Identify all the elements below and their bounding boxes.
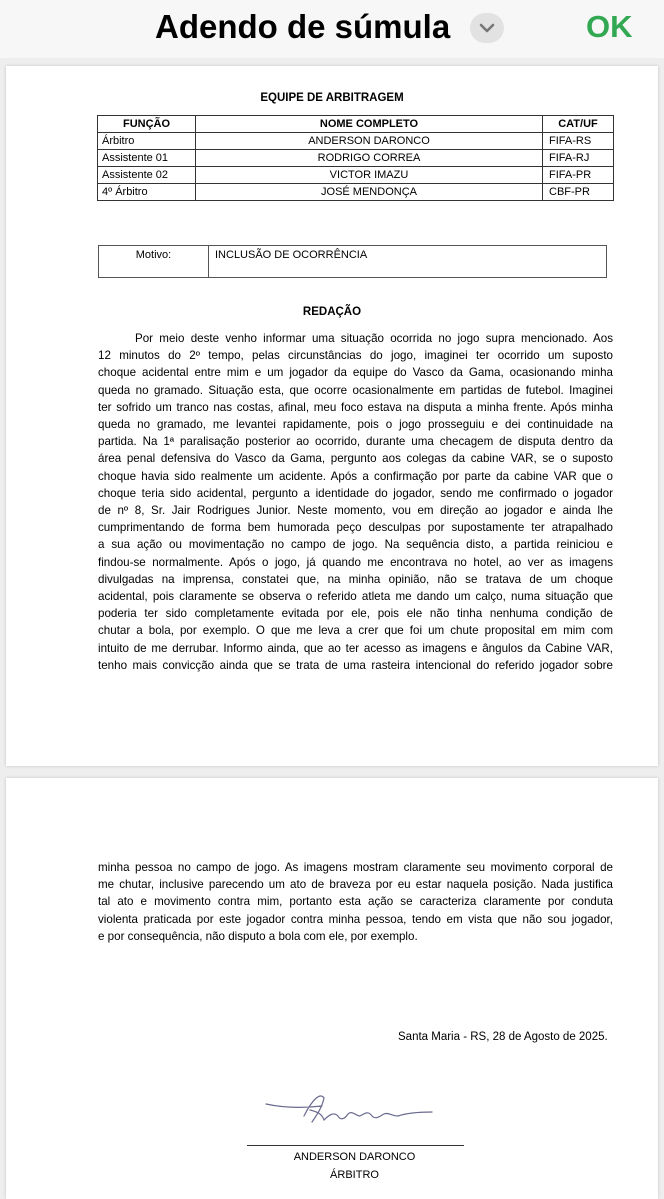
table-cell: FIFA-RS <box>543 133 614 150</box>
column-header: NOME COMPLETO <box>196 116 543 133</box>
text-line: tal ato e movimento contra mim, portanto esta ação se caracteriza claramente por conduta <box>98 895 613 909</box>
text-line: violenta praticada por este jogador contra minha pessoa, tendo em vista que não sou jogador, <box>98 912 613 926</box>
table-header-row <box>98 116 614 133</box>
redacao-title: REDAÇÃO <box>302 306 362 318</box>
table-cell: FIFA-RJ <box>543 150 614 167</box>
column-header: CAT/UF <box>543 116 614 133</box>
table-cell: VICTOR IMAZU <box>196 167 543 184</box>
table-cell: Árbitro <box>98 133 196 150</box>
text-line: área penal defensiva do Vasco da Gama, pergunto aos colegas da cabine VAR, se o suposto <box>98 452 613 466</box>
text-line: tenho mais convicção ainda que se trata de uma rasteira intencional do referido jogador sobre <box>98 658 613 672</box>
motivo-label: Motivo: <box>99 246 209 277</box>
text-line: me chutar, inclusive parecendo um ato de braveza por eu estar naquela posição. Nada justifica <box>98 878 613 892</box>
place-date: Santa Maria - RS, 28 de Agosto de 2025. <box>398 1031 608 1043</box>
signature-image <box>264 1086 434 1133</box>
report-body-page-2 <box>98 859 613 945</box>
text-line: choque acidental entre mim e um jogador da equipe do Vasco da Gama, ocasionando minha <box>98 366 613 380</box>
text-line: poderia ter sido completamente evitada por ele, pois ele não tinha nenhuma condição de <box>98 607 613 621</box>
text-line: Por meio deste venho informar uma situação ocorrida no jogo supra mencionado. Aos <box>135 332 613 345</box>
table-row <box>98 150 614 167</box>
table-row <box>98 133 614 150</box>
ok-button[interactable]: OK <box>586 9 633 44</box>
document-page-2 <box>6 778 658 1199</box>
text-line: acidental, pois claramente se observa o referido atleta me dando um calço, numa situação que <box>98 590 613 604</box>
top-bar <box>0 0 664 58</box>
text-line: partida. Na 1ª paralisação posterior ao ocorrido, durante uma checagem de disputa dentro da <box>98 435 613 449</box>
motivo-value: INCLUSÃO DE OCORRÊNCIA <box>215 249 368 261</box>
text-line: choque teria sido acidental, pergunto a identidade do jogador, sendo me confirmado o jogador <box>98 486 613 500</box>
chevron-down-icon <box>479 22 495 34</box>
document-page-1 <box>6 66 658 766</box>
section-title: EQUIPE DE ARBITRAGEM <box>260 92 404 104</box>
table-row <box>98 167 614 184</box>
text-line: cumprimentando de forma bem humorada peço desculpas por supostamente ter atrapalhado <box>98 521 613 535</box>
table-cell: ANDERSON DARONCO <box>196 133 543 150</box>
text-line: findou-se normalmente. Após o jogo, já quando me encontrava no hotel, ao ver as imagens <box>98 555 613 569</box>
title-dropdown-button[interactable] <box>470 13 504 43</box>
column-header: FUNÇÃO <box>98 116 196 133</box>
text-line: ter sofrido um tranco nas costas, afinal, meu foco estava na disputa a minha frente. Após minha <box>98 400 613 414</box>
table-cell: Assistente 01 <box>98 150 196 167</box>
text-line: choque havia sido realmente um acidente. Após a confirmação por parte da cabine VAR que o <box>98 469 613 483</box>
text-line: e por consequência, não disputo a bola com ele, por exemplo. <box>98 929 418 943</box>
motivo-box <box>98 245 607 278</box>
table-cell: FIFA-PR <box>543 167 614 184</box>
signer-role: ÁRBITRO <box>330 1169 379 1181</box>
report-body-page-1 <box>98 330 613 674</box>
text-line: a sua ação ou movimentação no campo de jogo. Na sequência disto, a partida reiniciou e <box>98 538 613 552</box>
text-line: queda no gramado, me levantei rapidamente, pois o jogo prosseguiu e dei continuidade na <box>98 418 613 432</box>
signer-name: ANDERSON DARONCO <box>293 1151 416 1163</box>
table-cell: Assistente 02 <box>98 167 196 184</box>
text-line: chutar a bola, por exemplo. O que me leva a crer que foi um chute proposital em mim com <box>98 624 613 638</box>
text-line: queda no gramado. Situação esta, que ocorre ocasionalmente em partidas de futebol. Imaginei <box>98 383 613 397</box>
text-line: intuito de me derrubar. Informo ainda, que ao ter acesso as imagens e ângulos da Cabine VAR, <box>98 641 613 655</box>
referee-table <box>97 115 614 201</box>
table-cell: CBF-PR <box>543 184 614 201</box>
text-line: minha pessoa no campo de jogo. As imagens mostram claramente seu movimento corporal de <box>98 861 613 874</box>
table-cell: 4º Árbitro <box>98 184 196 201</box>
text-line: 12 minutos do 2º tempo, pelas circunstâncias do jogo, imaginei ter ocorrido um suposto <box>98 349 613 363</box>
table-row <box>98 184 614 201</box>
table-cell: JOSÉ MENDONÇA <box>196 184 543 201</box>
text-line: de nº 8, Sr. Jair Rodrigues Junior. Neste momento, vou em direção ao jogador e ainda lhe <box>98 504 613 518</box>
signature-line <box>247 1145 464 1146</box>
table-cell: RODRIGO CORREA <box>196 150 543 167</box>
screen-title: Adendo de súmula <box>155 8 451 45</box>
text-line: divulgadas na imprensa, constatei que, na minha opinião, não se tratava de um choque <box>98 572 613 586</box>
